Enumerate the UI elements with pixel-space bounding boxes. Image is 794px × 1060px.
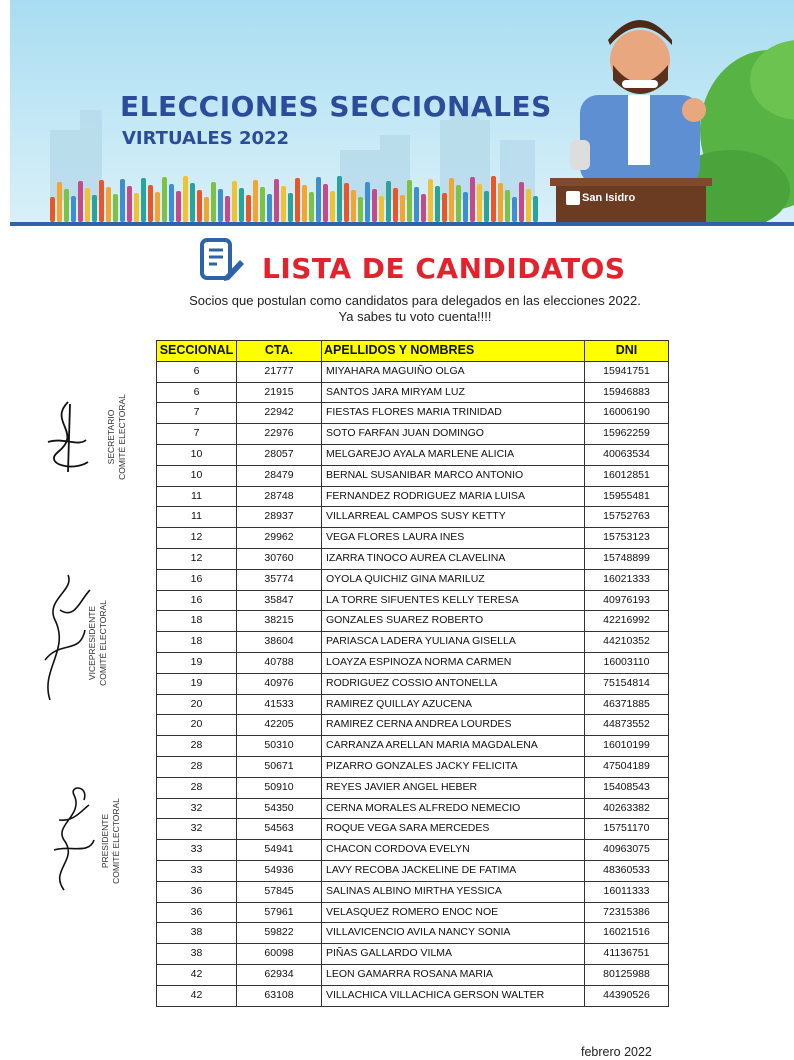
cell-cta: 62934 xyxy=(237,964,322,985)
cell-dni: 16006190 xyxy=(585,403,669,424)
signature-caption-presidente xyxy=(100,796,122,886)
table-row xyxy=(157,548,669,569)
cell-cta: 50310 xyxy=(237,736,322,757)
table-header-row xyxy=(157,341,669,362)
signature-caption-secretario xyxy=(106,392,128,482)
cell-dni: 16021333 xyxy=(585,569,669,590)
table-row xyxy=(157,798,669,819)
cell-seccional: 12 xyxy=(157,548,237,569)
cell-cta: 50910 xyxy=(237,777,322,798)
cell-nombre: VELASQUEZ ROMERO ENOC NOE xyxy=(322,902,585,923)
table-row xyxy=(157,444,669,465)
signature-secretario xyxy=(28,392,98,482)
cell-nombre: CHACON CORDOVA EVELYN xyxy=(322,840,585,861)
cell-dni: 15748899 xyxy=(585,548,669,569)
cell-dni: 15751170 xyxy=(585,819,669,840)
signature-presidente xyxy=(34,780,104,900)
cell-nombre: SANTOS JARA MIRYAM LUZ xyxy=(322,382,585,403)
cell-seccional: 33 xyxy=(157,840,237,861)
cell-cta: 30760 xyxy=(237,548,322,569)
cell-nombre: LAVY RECOBA JACKELINE DE FATIMA xyxy=(322,860,585,881)
cell-cta: 59822 xyxy=(237,923,322,944)
table-row xyxy=(157,652,669,673)
cell-cta: 40976 xyxy=(237,673,322,694)
table-row xyxy=(157,944,669,965)
document-edit-icon xyxy=(198,238,246,282)
san-isidro-logo-icon xyxy=(566,191,580,205)
banner-subtitle: VIRTUALES 2022 xyxy=(122,128,290,149)
table-row xyxy=(157,819,669,840)
table-row xyxy=(157,964,669,985)
cell-nombre: CARRANZA ARELLAN MARIA MAGDALENA xyxy=(322,736,585,757)
cell-dni: 16021516 xyxy=(585,923,669,944)
cell-cta: 54936 xyxy=(237,860,322,881)
cell-cta: 28748 xyxy=(237,486,322,507)
cell-nombre: VILLACHICA VILLACHICA GERSON WALTER xyxy=(322,985,585,1006)
cell-seccional: 28 xyxy=(157,756,237,777)
cell-dni: 40976193 xyxy=(585,590,669,611)
cell-nombre: PIÑAS GALLARDO VILMA xyxy=(322,944,585,965)
cell-cta: 54941 xyxy=(237,840,322,861)
cell-nombre: IZARRA TINOCO AUREA CLAVELINA xyxy=(322,548,585,569)
header-banner xyxy=(10,0,794,226)
cell-dni: 41136751 xyxy=(585,944,669,965)
cell-seccional: 11 xyxy=(157,486,237,507)
cell-cta: 54563 xyxy=(237,819,322,840)
table-row xyxy=(157,756,669,777)
table-row xyxy=(157,632,669,653)
cell-seccional: 16 xyxy=(157,590,237,611)
cell-nombre: LA TORRE SIFUENTES KELLY TERESA xyxy=(322,590,585,611)
cell-cta: 29962 xyxy=(237,528,322,549)
cell-nombre: FERNANDEZ RODRIGUEZ MARIA LUISA xyxy=(322,486,585,507)
cell-nombre: RAMIREZ QUILLAY AZUCENA xyxy=(322,694,585,715)
signature-caption-vicepresidente xyxy=(87,593,109,693)
cell-seccional: 12 xyxy=(157,528,237,549)
cell-dni: 16012851 xyxy=(585,465,669,486)
cell-cta: 50671 xyxy=(237,756,322,777)
cell-nombre: PIZARRO GONZALES JACKY FELICITA xyxy=(322,756,585,777)
cell-seccional: 42 xyxy=(157,964,237,985)
banner-title: ELECCIONES SECCIONALES xyxy=(120,90,552,123)
cell-seccional: 36 xyxy=(157,881,237,902)
signature-role: PRESIDENTE xyxy=(100,813,110,869)
cell-dni: 16011333 xyxy=(585,881,669,902)
cell-dni: 15941751 xyxy=(585,361,669,382)
cell-nombre: SOTO FARFAN JUAN DOMINGO xyxy=(322,424,585,445)
table-row xyxy=(157,507,669,528)
cell-seccional: 6 xyxy=(157,361,237,382)
cell-dni: 72315386 xyxy=(585,902,669,923)
cell-seccional: 7 xyxy=(157,403,237,424)
signature-role: VICEPRESIDENTE xyxy=(87,605,97,681)
cell-dni: 44873552 xyxy=(585,715,669,736)
cell-dni: 15753123 xyxy=(585,528,669,549)
cell-seccional: 28 xyxy=(157,736,237,757)
cell-seccional: 11 xyxy=(157,507,237,528)
table-row xyxy=(157,611,669,632)
signature-committee: COMITÉ ELECTORAL xyxy=(98,600,108,686)
table-row xyxy=(157,486,669,507)
cell-nombre: RAMIREZ CERNA ANDREA LOURDES xyxy=(322,715,585,736)
table-row xyxy=(157,736,669,757)
table-row xyxy=(157,715,669,736)
cell-dni: 75154814 xyxy=(585,673,669,694)
cell-seccional: 20 xyxy=(157,715,237,736)
cell-seccional: 10 xyxy=(157,444,237,465)
cell-cta: 35774 xyxy=(237,569,322,590)
cell-seccional: 36 xyxy=(157,902,237,923)
cell-seccional: 7 xyxy=(157,424,237,445)
table-row xyxy=(157,424,669,445)
cell-dni: 15408543 xyxy=(585,777,669,798)
cell-dni: 15962259 xyxy=(585,424,669,445)
cell-dni: 16010199 xyxy=(585,736,669,757)
cell-cta: 35847 xyxy=(237,590,322,611)
cell-cta: 38604 xyxy=(237,632,322,653)
cell-seccional: 32 xyxy=(157,798,237,819)
cell-cta: 42205 xyxy=(237,715,322,736)
cell-dni: 48360533 xyxy=(585,860,669,881)
header-dni: DNI xyxy=(585,341,669,362)
header-cta: CTA. xyxy=(237,341,322,362)
table-row xyxy=(157,673,669,694)
cell-cta: 38215 xyxy=(237,611,322,632)
cell-dni: 44210352 xyxy=(585,632,669,653)
cell-cta: 41533 xyxy=(237,694,322,715)
cell-nombre: LEON GAMARRA ROSANA MARIA xyxy=(322,964,585,985)
cell-nombre: ROQUE VEGA SARA MERCEDES xyxy=(322,819,585,840)
cell-nombre: VILLARREAL CAMPOS SUSY KETTY xyxy=(322,507,585,528)
cell-dni: 15955481 xyxy=(585,486,669,507)
cell-dni: 40063534 xyxy=(585,444,669,465)
cell-seccional: 38 xyxy=(157,944,237,965)
cell-cta: 54350 xyxy=(237,798,322,819)
cell-nombre: BERNAL SUSANIBAR MARCO ANTONIO xyxy=(322,465,585,486)
cell-seccional: 18 xyxy=(157,632,237,653)
table-row xyxy=(157,361,669,382)
cell-nombre: LOAYZA ESPINOZA NORMA CARMEN xyxy=(322,652,585,673)
table-row xyxy=(157,590,669,611)
candidates-table xyxy=(156,340,669,1007)
cell-dni: 15946883 xyxy=(585,382,669,403)
cell-cta: 22942 xyxy=(237,403,322,424)
cell-nombre: REYES JAVIER ANGEL HEBER xyxy=(322,777,585,798)
cell-seccional: 28 xyxy=(157,777,237,798)
cell-nombre: VILLAVICENCIO AVILA NANCY SONIA xyxy=(322,923,585,944)
cell-cta: 21915 xyxy=(237,382,322,403)
table-row xyxy=(157,860,669,881)
header-apellidos-nombres: APELLIDOS Y NOMBRES xyxy=(322,341,585,362)
cell-nombre: GONZALES SUAREZ ROBERTO xyxy=(322,611,585,632)
cell-seccional: 38 xyxy=(157,923,237,944)
cell-nombre: MELGAREJO AYALA MARLENE ALICIA xyxy=(322,444,585,465)
table-row xyxy=(157,902,669,923)
cell-dni: 40263382 xyxy=(585,798,669,819)
cell-nombre: FIESTAS FLORES MARIA TRINIDAD xyxy=(322,403,585,424)
cell-dni: 47504189 xyxy=(585,756,669,777)
cell-nombre: OYOLA QUICHIZ GINA MARILUZ xyxy=(322,569,585,590)
cell-dni: 15752763 xyxy=(585,507,669,528)
table-row xyxy=(157,923,669,944)
cell-seccional: 19 xyxy=(157,673,237,694)
cell-nombre: CERNA MORALES ALFREDO NEMECIO xyxy=(322,798,585,819)
cell-nombre: PARIASCA LADERA YULIANA GISELLA xyxy=(322,632,585,653)
cell-seccional: 20 xyxy=(157,694,237,715)
cell-cta: 57961 xyxy=(237,902,322,923)
cell-seccional: 32 xyxy=(157,819,237,840)
footer-date: febrero 2022 xyxy=(581,1045,652,1059)
cell-seccional: 10 xyxy=(157,465,237,486)
table-row xyxy=(157,694,669,715)
table-row xyxy=(157,985,669,1006)
signature-committee: COMITÉ ELECTORAL xyxy=(117,394,127,480)
cell-cta: 22976 xyxy=(237,424,322,445)
cell-seccional: 42 xyxy=(157,985,237,1006)
signature-role: SECRETARIO xyxy=(106,409,116,465)
table-row xyxy=(157,403,669,424)
cell-seccional: 18 xyxy=(157,611,237,632)
cell-nombre: RODRIGUEZ COSSIO ANTONELLA xyxy=(322,673,585,694)
signature-committee: COMITÉ ELECTORAL xyxy=(111,798,121,884)
table-row xyxy=(157,382,669,403)
table-row xyxy=(157,465,669,486)
cell-dni: 16003110 xyxy=(585,652,669,673)
table-row xyxy=(157,777,669,798)
cell-nombre: MIYAHARA MAGUIÑO OLGA xyxy=(322,361,585,382)
cell-seccional: 19 xyxy=(157,652,237,673)
cell-cta: 28937 xyxy=(237,507,322,528)
intro-line-2: Ya sabes tu voto cuenta!!!! xyxy=(338,309,492,324)
page-title: LISTA DE CANDIDATOS xyxy=(262,252,626,285)
banner-divider xyxy=(10,222,794,226)
table-row xyxy=(157,569,669,590)
cell-seccional: 33 xyxy=(157,860,237,881)
header-seccional: SECCIONAL xyxy=(157,341,237,362)
brand-label: San Isidro xyxy=(582,192,636,204)
cell-cta: 28479 xyxy=(237,465,322,486)
cell-dni: 46371885 xyxy=(585,694,669,715)
cell-cta: 28057 xyxy=(237,444,322,465)
cell-dni: 40963075 xyxy=(585,840,669,861)
cell-nombre: SALINAS ALBINO MIRTHA YESSICA xyxy=(322,881,585,902)
cell-dni: 42216992 xyxy=(585,611,669,632)
cell-cta: 63108 xyxy=(237,985,322,1006)
cell-cta: 40788 xyxy=(237,652,322,673)
cell-nombre: VEGA FLORES LAURA INES xyxy=(322,528,585,549)
table-row xyxy=(157,528,669,549)
cell-cta: 21777 xyxy=(237,361,322,382)
cell-dni: 80125988 xyxy=(585,964,669,985)
cell-cta: 60098 xyxy=(237,944,322,965)
table-row xyxy=(157,840,669,861)
cell-seccional: 16 xyxy=(157,569,237,590)
man-illustration xyxy=(570,20,706,185)
cell-dni: 44390526 xyxy=(585,985,669,1006)
cell-cta: 57845 xyxy=(237,881,322,902)
table-row xyxy=(157,881,669,902)
intro-line-1: Socios que postulan como candidatos para delegados en las elecciones 2022. xyxy=(189,293,641,308)
cell-seccional: 6 xyxy=(157,382,237,403)
